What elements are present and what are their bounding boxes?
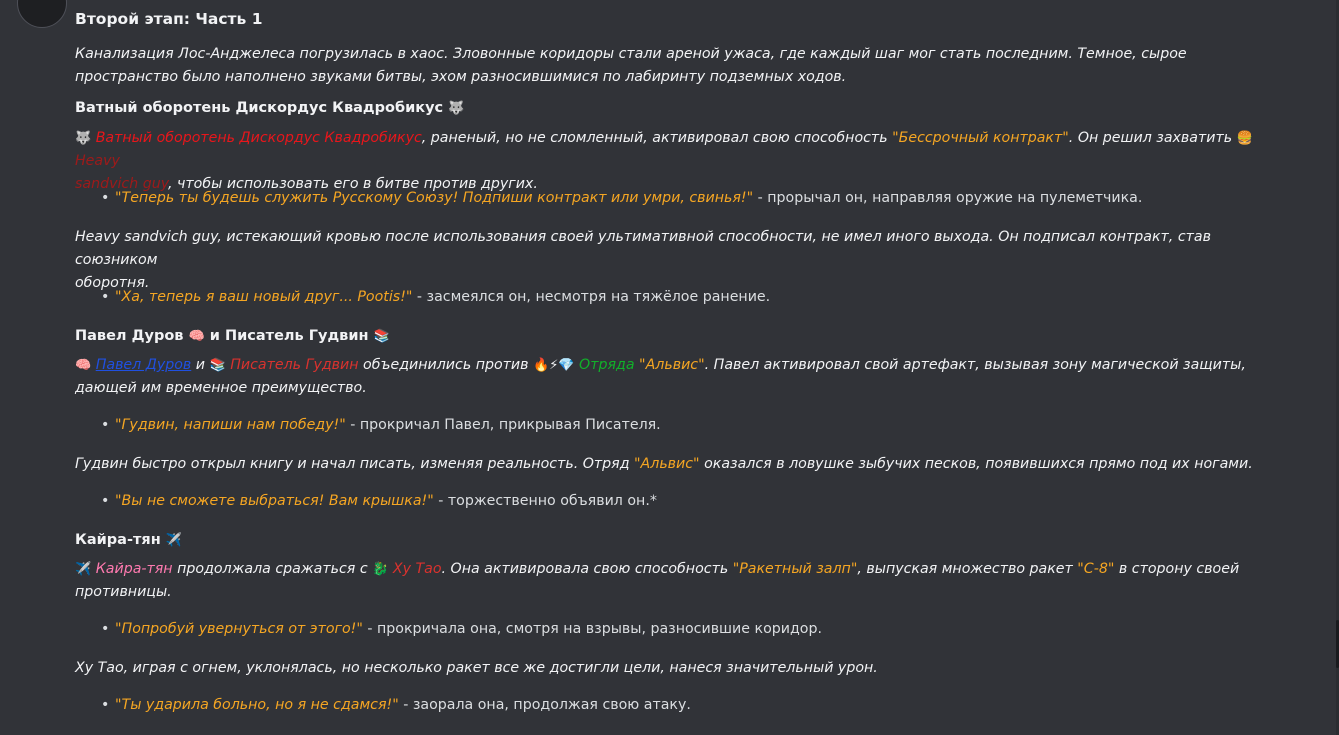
paragraph-text: объединились против bbox=[358, 357, 534, 373]
paragraph-text: , выпуская множество ракет bbox=[857, 561, 1078, 577]
paragraph-text: , чтобы использовать его в битве против других. bbox=[168, 176, 538, 192]
dragon-icon: 🐉 bbox=[372, 562, 389, 577]
list-item bbox=[115, 289, 770, 305]
paragraph-text: противницы. bbox=[75, 584, 172, 600]
ability-name: "Ракетный залп" bbox=[732, 561, 858, 577]
paragraph-text: Гудвин быстро открыл книгу и начал писать, изменяя реальность. Отряд bbox=[75, 456, 635, 472]
airplane-icon: ✈️ bbox=[75, 562, 92, 577]
bullet-text: - засмеялся он, несмотря на тяжёлое ранение. bbox=[412, 289, 771, 305]
heavy-paragraph bbox=[75, 226, 1293, 295]
durov-paragraph bbox=[75, 354, 1293, 400]
paragraph-text: продолжала сражаться с bbox=[172, 561, 373, 577]
section-heading-kaira bbox=[75, 532, 182, 548]
paragraph-text: . Павел активировал свой артефакт, вызывая зону магической защиты, bbox=[704, 357, 1246, 373]
bullet-text: - прокричала она, смотря на взрывы, разносившие коридор. bbox=[362, 621, 822, 637]
hutao-paragraph: Ху Тао, играя с огнем, уклонялась, но несколько ракет все же достигли цели, нанеся значительный урон. bbox=[75, 660, 878, 676]
paragraph-text: . Она активировала свою способность bbox=[441, 561, 733, 577]
wolf-icon: 🐺 bbox=[448, 101, 465, 116]
quote-text: "Вы не сможете выбраться! Вам крышка!" bbox=[115, 493, 434, 509]
list-item bbox=[115, 493, 657, 509]
airplane-icon: ✈️ bbox=[165, 533, 182, 548]
paragraph-text: , раненый, но не сломленный, активировал свою способность bbox=[421, 130, 893, 146]
character-name-kaira: Кайра-тян bbox=[95, 561, 173, 577]
avatar[interactable] bbox=[17, 0, 67, 28]
quote-text: "Ты ударила больно, но я не сдамся!" bbox=[115, 697, 399, 713]
bullet-text: - заорала она, продолжая свою атаку. bbox=[398, 697, 691, 713]
kaira-paragraph bbox=[75, 558, 1293, 604]
list-item bbox=[115, 190, 1142, 206]
quote-text: "Теперь ты будешь служить Русскому Союзу! Подпиши контракт или умри, свинья!" bbox=[115, 190, 754, 206]
werewolf-paragraph bbox=[75, 127, 1293, 196]
list-item bbox=[115, 697, 691, 713]
paragraph-text: дающей им временное преимущество. bbox=[75, 380, 367, 396]
books-icon: 📚 bbox=[209, 358, 226, 373]
goodwin-paragraph bbox=[75, 453, 1293, 476]
books-icon: 📚 bbox=[373, 329, 390, 344]
list-item bbox=[115, 621, 822, 637]
character-name-hutao: Ху Тао bbox=[392, 561, 442, 577]
character-name-heavy: Heavy bbox=[75, 153, 120, 169]
section-heading-text: и Писатель Гудвин bbox=[209, 328, 369, 344]
section-heading-text: Кайра-тян bbox=[75, 532, 161, 548]
bullet-text: - прорычал он, направляя оружие на пулеметчика. bbox=[753, 190, 1143, 206]
intro-paragraph: Канализация Лос-Анджелеса погрузилась в хаос. Зловонные коридоры стали ареной ужаса, где каждый шаг мог стать последним. Темное, сырое пространство было наполнено звуками битвы, эхом разносившимися по лабиринту подземных ходов. bbox=[75, 46, 1187, 85]
ability-name: "Бессрочный контракт" bbox=[892, 130, 1069, 146]
section-heading-text: Павел Дуров bbox=[75, 328, 184, 344]
paragraph-text: Heavy sandvich guy, истекающий кровью после использования своей ультимативной способности, не имел иного выхода. Он подписал контракт, став союзником bbox=[75, 229, 1211, 268]
section-heading-werewolf bbox=[75, 100, 464, 116]
paragraph-text: оказался в ловушке зыбучих песков, появившихся прямо под их ногами. bbox=[699, 456, 1253, 472]
team-name: "Альвис" bbox=[634, 456, 700, 472]
team-label: Отряда bbox=[579, 357, 635, 373]
rocket-name: "С-8" bbox=[1077, 561, 1115, 577]
team-name: "Альвис" bbox=[639, 357, 705, 373]
brain-icon: 🧠 bbox=[188, 329, 205, 344]
message-title: Второй этап: Часть 1 bbox=[75, 10, 263, 28]
bullet-text: - торжественно объявил он.* bbox=[433, 493, 657, 509]
brain-icon: 🧠 bbox=[75, 358, 92, 373]
section-heading-text: Ватный оборотень Дискордус Квадробикус bbox=[75, 100, 444, 116]
section-heading-durov bbox=[75, 328, 390, 344]
paragraph-text: . Он решил захватить bbox=[1068, 130, 1237, 146]
wolf-icon: 🐺 bbox=[75, 131, 92, 146]
fire-lightning-gem-icons: 🔥⚡💎 bbox=[533, 358, 575, 373]
paragraph-text: оборотня. bbox=[75, 275, 150, 291]
character-name-goodwin: Писатель Гудвин bbox=[230, 357, 359, 373]
burger-icon: 🍔 bbox=[1236, 131, 1253, 146]
bullet-text: - прокричал Павел, прикрывая Писателя. bbox=[345, 417, 661, 433]
quote-text: "Ха, теперь я ваш новый друг... Pootis!" bbox=[115, 289, 413, 305]
paragraph-text: и bbox=[191, 357, 210, 373]
list-item bbox=[115, 417, 661, 433]
quote-text: "Попробуй увернуться от этого!" bbox=[115, 621, 363, 637]
quote-text: "Гудвин, напиши нам победу!" bbox=[115, 417, 346, 433]
character-name-werewolf: Ватный оборотень Дискордус Квадробикус bbox=[95, 130, 422, 146]
character-name-heavy-2: sandvich guy bbox=[75, 176, 169, 192]
paragraph-text: в сторону своей bbox=[1114, 561, 1240, 577]
character-name-durov[interactable]: Павел Дуров bbox=[95, 357, 192, 373]
